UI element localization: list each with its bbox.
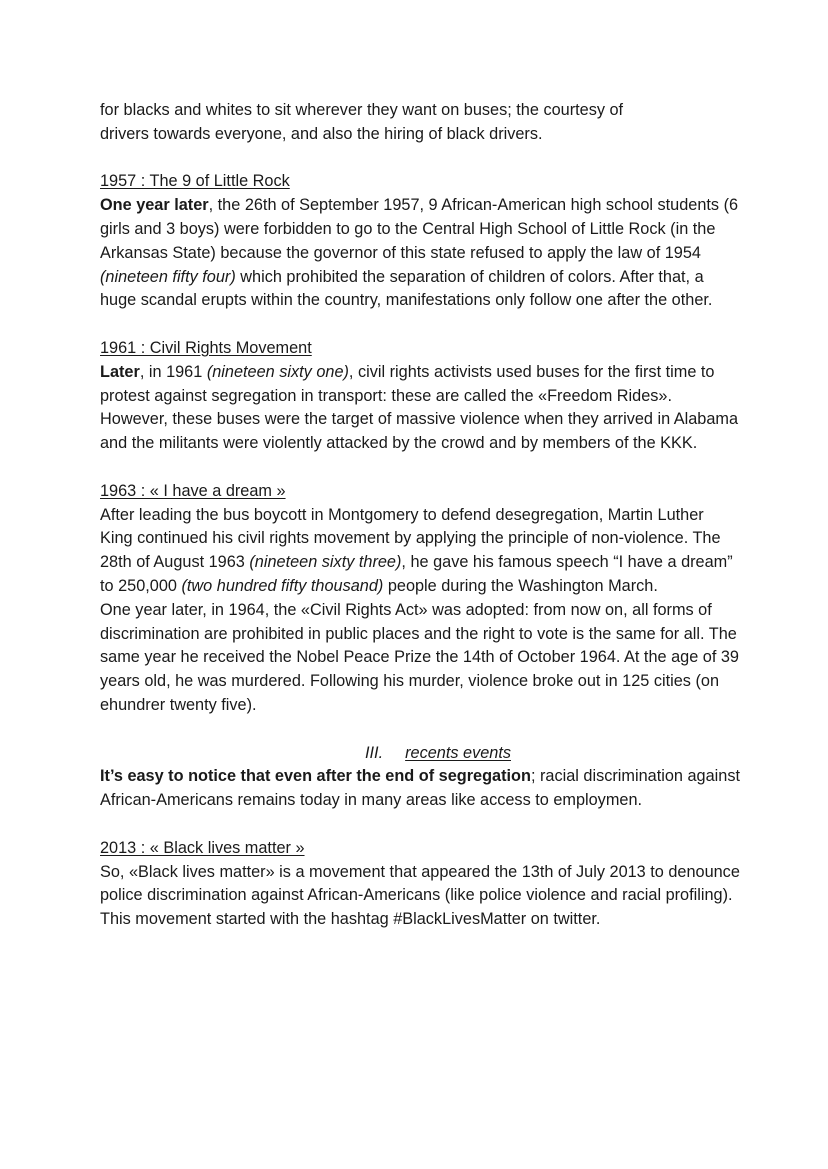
paragraph-i-have-a-dream	[100, 504, 740, 599]
intro-line-1: for blacks and whites to sit wherever they want on buses; the courtesy of	[100, 101, 624, 119]
paragraph-little-rock	[100, 194, 740, 313]
lead-bold: It’s easy to notice that even after the end of segregation	[100, 767, 531, 786]
heading-black-lives-matter: 2013 : « Black lives matter »	[100, 838, 305, 857]
heading-little-rock: 1957 : The 9 of Little Rock	[100, 172, 290, 191]
paragraph-recent-events	[100, 765, 740, 813]
lead-bold: One year later	[100, 196, 209, 215]
body-text: which prohibited the separation of children of colors. After that, a huge scandal erupts within the country, manifestations only follow one after the other.	[100, 267, 713, 310]
document-page	[100, 99, 740, 932]
italic-text: (two hundred fifty thousand)	[181, 576, 384, 595]
body-text: , he gave his famous speech “I have a dream” to 250,000	[100, 553, 733, 595]
spacer	[100, 813, 740, 837]
lead-bold: Later	[100, 362, 140, 381]
section-title-recent-events	[100, 742, 740, 766]
paragraph-black-lives-matter: So, «Black lives matter» is a movement that appeared the 13th of July 2013 to denounce police discrimination against African-Americans (like police violence and racial profiling). This movement started with the hashtag #BlackLivesMatter on twitter.	[100, 862, 740, 929]
spacer	[100, 313, 740, 337]
section-numeral: III.	[365, 743, 384, 762]
section-name: recents events	[405, 743, 511, 762]
body-text: people during the Washington March.	[383, 576, 658, 595]
body-text: , in 1961	[139, 362, 207, 381]
spacer	[100, 147, 740, 171]
paragraph-civil-rights-act: One year later, in 1964, the «Civil Rights Act» was adopted: from now on, all forms of discrimination are prohibited in public places and the right to vote is the same for all. The same year he received the Nobel Peace Prize the 14th of October 1964. At the age of 39 years old, he was murdered. Following his murder, violence broke out in 125 cities (on ehundrer twenty five).	[100, 600, 739, 714]
body-text: ; racial discrimination against African-Americans remains today in many areas like access to employmen.	[100, 767, 740, 810]
intro-line-2: drivers towards everyone, and also the hiring of black drivers.	[100, 124, 543, 143]
heading-i-have-a-dream: 1963 : « I have a dream »	[100, 481, 286, 500]
body-text: After leading the bus boycott in Montgomery to defend desegregation, Martin Luther King continued his civil rights movement by applying the principle of non-violence. The 28th of August 1963	[100, 505, 721, 572]
spacer	[100, 718, 740, 742]
body-text: , the 26th of September 1957, 9 African-American high school students (6 girls and 3 boys) were forbidden to go to the Central High School of Little Rock (in the Arkansas State) because the governor of this state refused to apply the law of 1954	[100, 196, 739, 262]
italic-text: (nineteen sixty three)	[249, 553, 402, 572]
paragraph-civil-rights-movement	[100, 361, 740, 456]
heading-civil-rights-movement: 1961 : Civil Rights Movement	[100, 338, 312, 357]
intro-paragraph	[100, 99, 740, 147]
italic-text: (nineteen fifty four)	[100, 267, 236, 286]
spacer	[100, 456, 740, 480]
italic-text: (nineteen sixty one)	[206, 362, 349, 381]
body-text: , civil rights activists used buses for the first time to protest against segregation in transport: these are called the «Freedom Rides». However, these buses were the target of massive violence when they arrived in Alabama and the militants were violently attacked by the crowd and by members of the KKK.	[100, 362, 739, 453]
